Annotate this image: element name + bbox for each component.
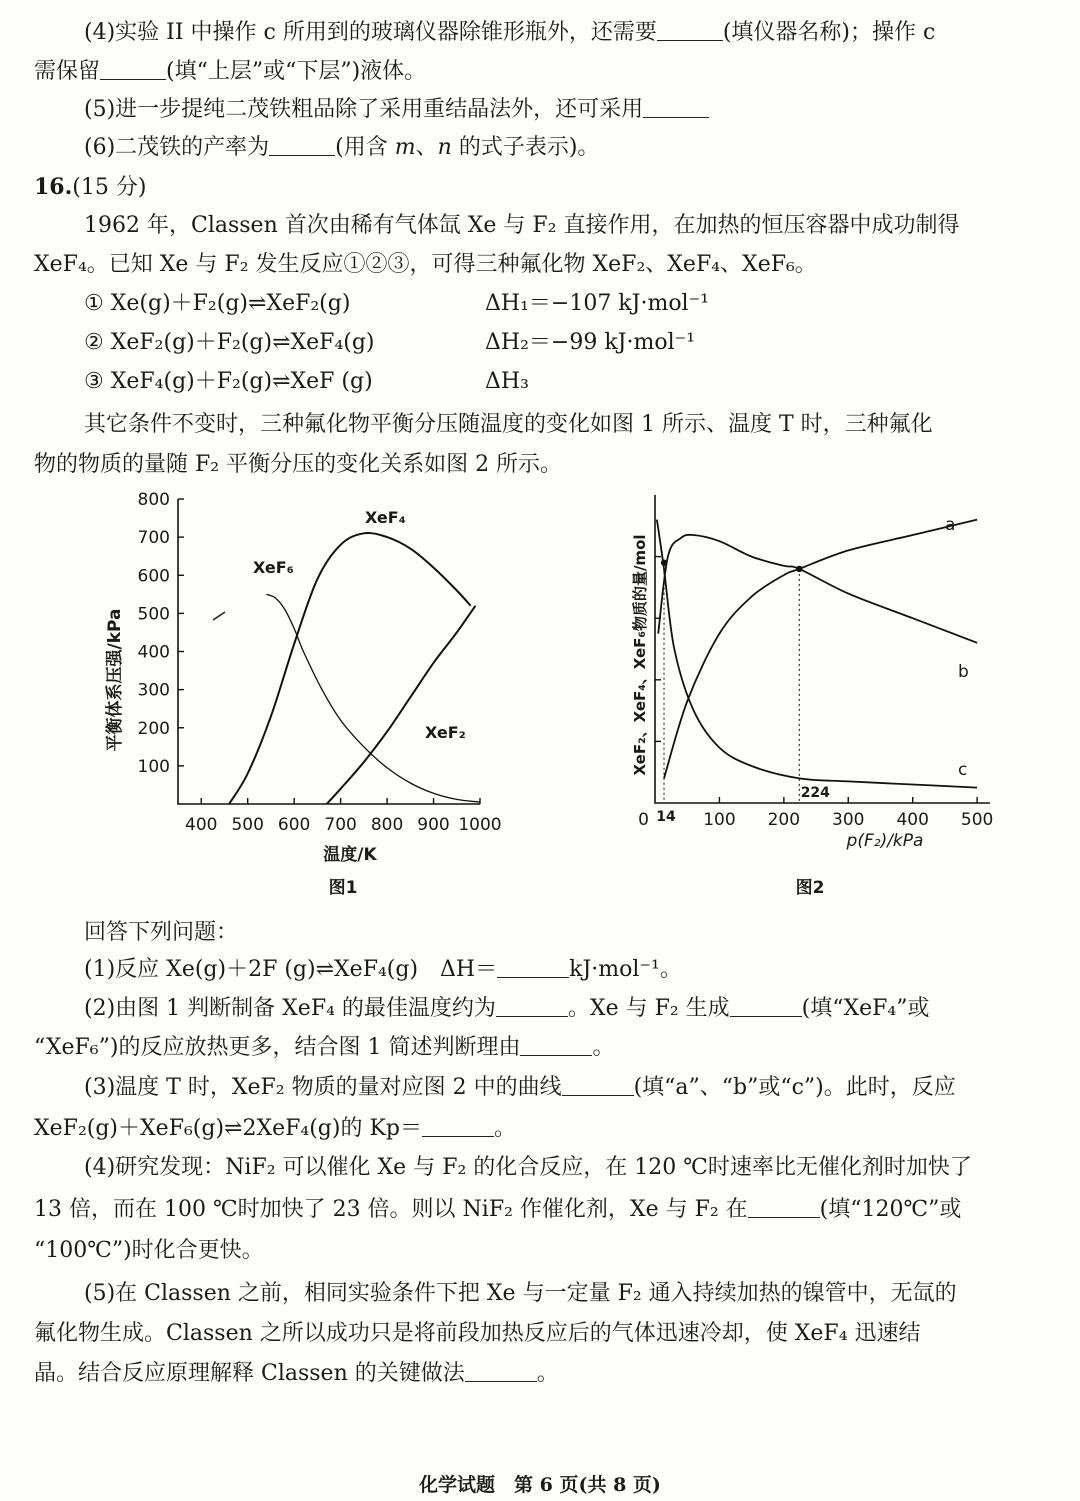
fig1-x-tick-label: 700 [324,815,357,835]
answer-blank[interactable] [422,1114,494,1137]
fig1-y-axis-label: 平衡体系压强/kPa [105,608,125,752]
fig2-x-ticks [638,785,993,830]
reaction-1-enthalpy: ΔH₁＝−107 kJ·mol⁻¹ [485,291,710,316]
q15-part4-line2 [34,57,426,87]
reaction-3-enthalpy: ΔH₃ [485,369,529,394]
q16-p2-text-d: “XeF₆”)的反应放热更多，结合图 1 简述判断理由 [34,1035,521,1060]
q15-part6 [84,133,599,163]
q16-part5-line2: 氟化物生成。Classen 之所以成功只是将前段加热反应后的气体迅速冷却，使 XeF₄ 迅速结 [34,1321,921,1346]
fig1-caption: 图1 [328,878,358,898]
fig2-x-tick-label: 224 [800,785,830,801]
fig1-y-tick-label: 400 [137,642,170,663]
reaction-3: ③ XeF₄(g)＋F₂(g)⇌XeF (g) [84,369,373,394]
fig2-caption: 图2 [795,878,825,898]
fig1-x-tick-label: 600 [277,815,311,835]
fig2-label-c: c [958,760,968,780]
q16-desc-line1: 其它条件不变时，三种氟化物平衡分压随温度的变化如图 1 所示、温度 T 时，三种氟化 [84,412,933,437]
q16-p3-text-d: 。 [494,1116,517,1141]
answer-blank[interactable] [100,57,166,80]
answer-blank[interactable] [657,18,723,41]
q16-part4-line1: (4)研究发现：NiF₂ 可以催化 Xe 与 F₂ 的化合反应，在 120 ℃时速率比无催化剂时加快了 [84,1155,972,1180]
q16-p2-text-e: 。 [592,1035,615,1060]
fig1-y-tick-label: 600 [137,566,170,587]
answer-blank[interactable] [269,133,335,156]
variable-m: m [394,135,416,160]
fig2-x-tick-label: 200 [767,810,801,830]
question-number: 16. [34,174,73,200]
q15-p4-text-a: (4)实验 II 中操作 c 所用到的玻璃仪器除锥形瓶外，还需要 [84,20,657,45]
q15-part5 [84,95,709,125]
fig2-series-line-b [658,535,977,643]
q16-part5-line1: (5)在 Classen 之前，相同实验条件下把 Xe 与一定量 F₂ 通入持续加热的镍管中，无氙的 [84,1281,957,1306]
fig1-axes [178,499,480,804]
q16-part1 [84,955,682,985]
fig2-x-tick-label: 300 [832,810,865,830]
fig1-x-tick-label: 500 [231,815,264,835]
q16-p3-text-b: (填“a”、“b”或“c”)。此时，反应 [633,1075,956,1100]
q15-p4-text-b: (填仪器名称)；操作 c [722,20,936,45]
fig2-series [657,520,977,788]
fig2-axes [655,495,990,803]
fig2-label-a: a [945,515,956,535]
answer-blank[interactable] [643,95,709,118]
q16-part5-line3 [34,1359,559,1389]
q16-part4-line3: “100℃”)时化合更快。 [34,1238,264,1263]
fig2-x-tick-label: 500 [960,810,994,830]
page-footer: 化学试题 第 6 页(共 8 页) [419,1474,661,1496]
fig1-y-tick-label: 500 [137,604,170,625]
fig1-label-xef6: XeF₆ [253,558,294,577]
q16-intro-line2: XeF₄。已知 Xe 与 F₂ 发生反应①②③，可得三种氟化物 XeF₂、XeF₄、XeF₆。 [34,252,817,277]
fig1-x-tick-label: 1000 [458,815,502,835]
question-score: (15 分) [72,175,147,200]
q16-part4-line2 [34,1195,961,1225]
fig1-x-axis-label: 温度/K [323,845,377,865]
q16-desc-line2: 物的物质的量随 F₂ 平衡分压的变化关系如图 2 所示。 [34,452,563,477]
fig1-x-tick-label: 400 [185,815,218,835]
fig2-x-tick-label: 100 [703,810,736,830]
fig1-y-tick-label: 700 [137,528,170,549]
fig2-series-line-c [657,520,977,788]
q15-p6-text-c: 的式子表示)。 [458,135,600,160]
q16-p1-text-a: (1)反应 Xe(g)＋2F (g)⇌XeF₄(g) ΔH＝ [84,957,498,982]
fig1-series-line-xef2 [327,606,476,804]
fig1-stray-mark [213,612,225,620]
q16-intro-line1: 1962 年，Classen 首次由稀有气体氙 Xe 与 F₂ 直接作用，在加热的恒压容器中成功制得 [84,213,960,238]
answer-blank[interactable] [496,994,568,1017]
q16-header [34,172,146,203]
reaction-1: ① Xe(g)＋F₂(g)⇌XeF₂(g) [84,291,351,316]
fig1-x-tick-label: 900 [417,815,450,835]
q15-p6-text-a: (6)二茂铁的产率为 [84,135,270,160]
q16-p5-text-d: 。 [536,1361,559,1386]
q16-p4-text-b: 13 倍，而在 100 ℃时加快了 23 倍。则以 NiF₂ 作催化剂，Xe 与 F₂ 在 [34,1197,748,1222]
fig1-y-tick-label: 100 [137,756,170,777]
q16-p3-text-c: XeF₂(g)＋XeF₆(g)⇌2XeF₄(g)的 Kp＝ [34,1116,422,1141]
answer-prompt: 回答下列问题： [84,920,239,945]
q16-part2-line2 [34,1033,614,1063]
q15-part4-line1 [84,18,935,48]
q16-p1-text-b: kJ·mol⁻¹。 [569,957,682,982]
fig2-label-b: b [958,662,969,682]
q16-part3-line1 [84,1073,956,1103]
q16-p2-text-c: (填“XeF₄”或 [801,996,930,1021]
fig1-y-ticks [138,490,184,777]
reaction-2-enthalpy: ΔH₂＝−99 kJ·mol⁻¹ [485,330,696,355]
q15-p4-text-d: (填“上层”或“下层”)液体。 [166,59,427,84]
fig2-x-tick-label: 14 [656,809,676,825]
fig1-label-xef4: XeF₄ [365,508,406,527]
fig1-label-xef2: XeF₂ [425,723,466,742]
reaction-2: ② XeF₂(g)＋F₂(g)⇌XeF₄(g) [84,330,375,355]
q16-part3-line2 [34,1114,516,1144]
variable-n: n [437,135,452,160]
q15-p6-text-b: (用含 [335,135,388,160]
fig1-y-tick-label: 800 [137,490,170,510]
answer-blank[interactable] [748,1195,820,1218]
q15-p4-text-c: 需保留 [34,59,101,84]
fig1-y-tick-label: 200 [137,718,170,739]
figure-2-chart [625,485,1065,905]
q16-p3-text-a: (3)温度 T 时，XeF₂ 物质的量对应图 2 中的曲线 [84,1075,562,1100]
q16-p5-text-c: 晶。结合反应原理解释 Classen 的关键做法 [34,1361,465,1386]
fig1-y-tick-label: 300 [137,680,170,701]
answer-blank[interactable] [520,1033,592,1056]
fig1-x-tick-label: 800 [370,815,404,835]
answer-blank[interactable] [562,1073,634,1096]
fig2-x-tick-label: 0 [638,810,649,830]
fig1-series-line-xef6 [266,594,480,802]
fig2-x-tick-label: 400 [896,810,929,830]
q16-p2-text-b: 。Xe 与 F₂ 生成 [567,996,730,1021]
answer-blank[interactable] [730,994,802,1017]
fig1-axis-lines [178,499,480,804]
q16-part2-line1 [84,994,930,1024]
figure-1-chart [90,485,530,905]
answer-blank[interactable] [497,955,569,978]
answer-blank[interactable] [465,1359,537,1382]
fig2-y-axis-label: XeF₂、XeF₄、XeF₆物质的量/mol [631,534,649,776]
q15-p5-text: (5)进一步提纯二茂铁粗品除了采用重结晶法外，还可采用 [84,97,644,122]
fig2-x-axis-label: p(F₂)/kPa [846,831,924,851]
fig2-axis-lines [655,495,990,803]
q16-p2-text-a: (2)由图 1 判断制备 XeF₄ 的最佳温度约为 [84,996,496,1021]
q15-p6-separator: 、 [415,135,438,160]
q16-p4-text-c: (填“120℃”或 [819,1197,962,1222]
